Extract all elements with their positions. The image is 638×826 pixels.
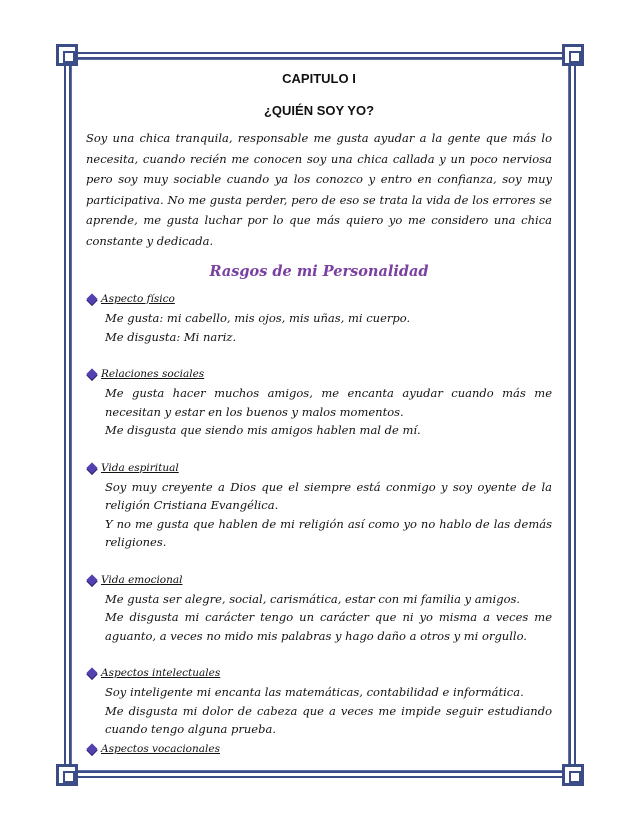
trait-body [86,683,552,739]
chapter-heading: CAPITULO I [282,71,356,86]
trait-body [86,478,552,552]
trait-heading [86,364,552,384]
trait-section [86,289,552,346]
trait-line: Soy inteligente mi encanta las matemáticas, contabilidad e informática. [105,685,524,699]
corner-ornament-icon [562,44,584,66]
trait-heading [86,739,552,759]
trait-line: Me disgusta mi carácter tengo un carácter que ni yo misma a veces me aguanto, a veces no mido mis palabras y hago daño a otros y mi orgullo. [105,610,552,643]
trait-line: Me disgusta que siendo mis amigos hablen mal de mí. [105,423,421,437]
trait-title: Vida espiritual [101,461,179,474]
trait-title: Relaciones sociales [101,368,205,380]
section-subtitle: Rasgos de mi Personalidad [209,263,429,280]
corner-ornament-icon [56,764,78,786]
section-spacer [86,440,552,458]
trait-line: Me disgusta mi dolor de cabeza que a veces me impide seguir estudiando cuando tengo alguna prueba. [105,703,552,736]
diamond-bullet-icon [86,293,97,304]
trait-heading [86,663,552,683]
traits-list [86,289,552,759]
diamond-bullet-icon [86,743,97,754]
trait-line: Y no me gusta que hablen de mi religión así como yo no hablo de las demás religiones. [105,516,552,549]
trait-line: Me disgusta: Mi nariz. [105,329,237,344]
corner-ornament-icon [56,44,78,66]
section-spacer [86,645,552,663]
trait-title: Vida emocional [101,573,183,586]
section-spacer [86,346,552,364]
trait-title: Aspecto físico [101,293,175,305]
trait-section [86,458,552,552]
trait-section [86,663,552,739]
page-title: ¿QUIÉN SOY YO? [263,103,375,118]
section-spacer [86,552,552,570]
trait-line: Me gusta ser alegre, social, carismática, estar con mi familia y amigos. [105,591,521,606]
trait-line: Me gusta: mi cabello, mis ojos, mis uñas, mi cuerpo. [105,311,411,325]
intro-paragraph: Soy una chica tranquila, responsable me gusta ayudar a la gente que más lo necesita, cuando recién me conocen soy una chica callada y un poco nerviosa pero soy muy sociable cuando ya los conozco y entro en confianza, soy muy participativa. No me gusta perder, pero de eso se trata la vida de los errores se aprende, me gusta luchar por lo que más quiero yo me considero una chica constante y dedicada. [86,131,552,248]
diamond-bullet-icon [86,574,97,585]
trait-body [86,590,552,646]
document-content [86,70,552,759]
trait-body [86,384,552,440]
trait-heading [86,570,552,590]
trait-heading [86,458,552,478]
trait-title: Aspectos vocacionales [101,742,220,755]
trait-section [86,739,552,759]
trait-line: Me gusta hacer muchos amigos, me encanta ayudar cuando más me necesitan y estar en los buenos y malos momentos. [105,386,552,419]
trait-section [86,570,552,646]
trait-heading [86,289,552,309]
diamond-bullet-icon [86,462,97,473]
diamond-bullet-icon [86,368,97,379]
trait-line: Soy muy creyente a Dios que el siempre está conmigo y soy oyente de la religión Cristiana Evangélica. [105,479,552,512]
trait-section [86,364,552,440]
corner-ornament-icon [562,764,584,786]
trait-body [86,309,552,346]
diamond-bullet-icon [86,667,97,678]
trait-title: Aspectos intelectuales [101,667,221,679]
